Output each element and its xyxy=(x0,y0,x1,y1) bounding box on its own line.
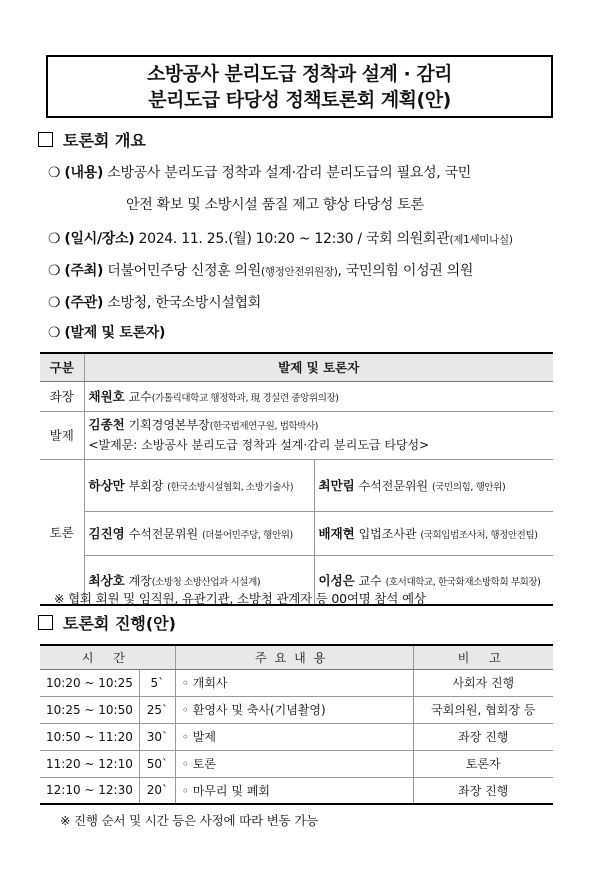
person-name: 최만림 xyxy=(318,478,355,493)
title-line-1: 소방공사 분리도급 정착과 설계 · 감리 xyxy=(146,62,453,85)
person-affiliation: (소방청 소방산업과 시설계) xyxy=(151,576,261,588)
panel-cell xyxy=(84,511,314,555)
presenter-cell xyxy=(84,411,553,459)
overview-datetime xyxy=(48,228,513,248)
duration-cell: 25` xyxy=(139,696,175,723)
header-time: 시 간 xyxy=(40,645,175,669)
duration-cell: 50` xyxy=(139,750,175,777)
time-cell: 11:20 ~ 12:10 xyxy=(40,750,139,777)
table-row xyxy=(40,459,553,511)
table-row xyxy=(40,511,553,555)
person-title: 수석전문위원 xyxy=(358,479,429,493)
person-name: 하상만 xyxy=(88,478,125,493)
attendance-note: ※ 협회 회원 및 임직원, 유관기관, 소방청 관계자 등 00여명 참석 예상 xyxy=(54,591,426,606)
remark-cell: 좌장 진행 xyxy=(413,723,553,750)
table-row xyxy=(40,381,553,411)
bullet-label: (일시/장소) xyxy=(64,231,135,247)
overview-speakers xyxy=(48,322,165,342)
table-row xyxy=(40,411,553,459)
person-name: 김진영 xyxy=(88,526,125,541)
bullet-label: (발제 및 토론자) xyxy=(64,325,166,341)
header-speakers: 발제 및 토론자 xyxy=(84,353,553,381)
header-content: 주요내용 xyxy=(175,645,413,669)
role-presenter: 발제 xyxy=(40,411,84,459)
overview-organizer xyxy=(48,292,261,312)
bullet-text: 소방청, 한국소방시설협회 xyxy=(107,295,261,311)
overview-host xyxy=(48,260,473,280)
bullet-text: 소방공사 분리도급 정착과 설계·감리 분리도급의 필요성, 국민 xyxy=(107,165,472,181)
bullet-note: (행정안전위원장) xyxy=(261,266,338,278)
panel-cell xyxy=(314,511,553,555)
duration-cell: 30` xyxy=(139,723,175,750)
chair-cell xyxy=(84,381,553,411)
remark-cell: 좌장 진행 xyxy=(413,777,553,804)
person-title: 수석전문위원 xyxy=(128,527,199,541)
section-title: 토론회 진행(안) xyxy=(63,614,176,633)
bullet-text: 더불어민주당 신정훈 의원 xyxy=(107,263,261,279)
bullet-note: (제1세미나실) xyxy=(449,234,513,246)
section-overview-heading xyxy=(38,128,146,151)
content-cell: ◦ 개회사 xyxy=(175,669,413,696)
circle-bullet-icon: ❍ xyxy=(48,295,61,311)
table-row xyxy=(40,750,553,777)
content-cell: ◦ 발제 xyxy=(175,723,413,750)
content-cell: ◦ 마무리 및 폐회 xyxy=(175,777,413,804)
person-title: 교수 xyxy=(358,573,382,588)
table-row xyxy=(40,696,553,723)
person-affiliation: (가톨릭대학교 행정학과, 現 경실련 중앙위의장) xyxy=(151,393,339,404)
time-cell: 10:50 ~ 11:20 xyxy=(40,723,139,750)
checkbox-square-icon xyxy=(38,132,53,147)
schedule-table xyxy=(40,644,553,805)
person-title: 교수 xyxy=(128,390,152,404)
role-chair: 좌장 xyxy=(40,381,84,411)
bullet-text: 2024. 11. 25.(월) 10:20 ~ 12:30 / 국회 의원회관 xyxy=(138,231,450,247)
person-name: 채원호 xyxy=(88,389,125,404)
person-affiliation: (호서대학교, 한국화재소방학회 부회장) xyxy=(385,576,541,588)
person-name: 이성은 xyxy=(318,572,355,588)
speaker-table xyxy=(40,352,553,606)
person-affiliation: (한국소방시설협회, 소방기술사) xyxy=(167,482,294,493)
person-title: 부회장 xyxy=(128,479,164,493)
panel-cell xyxy=(314,459,553,511)
circle-bullet-icon: ❍ xyxy=(48,231,61,247)
circle-bullet-icon: ❍ xyxy=(48,263,61,279)
person-title: 계장 xyxy=(128,573,152,588)
overview-content-cont: 안전 확보 및 소방시설 품질 제고 향상 타당성 토론 xyxy=(126,197,424,213)
checkbox-square-icon xyxy=(38,615,53,630)
time-cell: 10:20 ~ 10:25 xyxy=(40,669,139,696)
role-panel: 토론 xyxy=(40,459,84,605)
time-cell: 12:10 ~ 12:30 xyxy=(40,777,139,804)
remark-cell: 사회자 진행 xyxy=(413,669,553,696)
bullet-text-2: , 국민의힘 이성권 의원 xyxy=(337,263,474,279)
person-affiliation: (국회입법조사처, 행정안전팀) xyxy=(420,530,538,541)
circle-bullet-icon: ❍ xyxy=(48,165,61,181)
person-name: 배재현 xyxy=(318,526,355,541)
header-category: 구분 xyxy=(40,353,84,381)
person-name: 최상호 xyxy=(88,572,125,588)
overview-content xyxy=(48,162,471,182)
person-title: 입법조사관 xyxy=(358,527,417,541)
bullet-label: (주관) xyxy=(64,295,104,311)
bullet-label: (내용) xyxy=(64,165,104,181)
table-header-row xyxy=(40,645,553,669)
person-affiliation: (국민의힘, 행안위) xyxy=(431,482,506,493)
title-line-2: 분리도급 타당성 정책토론회 계획(안) xyxy=(148,88,451,111)
schedule-note: ※ 진행 순서 및 시간 등은 사정에 따라 변동 가능 xyxy=(60,813,318,828)
remark-cell: 토론자 xyxy=(413,750,553,777)
header-remark: 비 고 xyxy=(413,645,553,669)
section-title: 토론회 개요 xyxy=(63,131,146,150)
panel-cell xyxy=(84,459,314,511)
bullet-label: (주최) xyxy=(64,263,104,279)
content-cell: ◦ 환영사 및 축사(기념촬영) xyxy=(175,696,413,723)
title-box xyxy=(46,55,553,118)
person-affiliation: (한국법제연구원, 법학박사) xyxy=(209,421,319,432)
content-cell: ◦ 토론 xyxy=(175,750,413,777)
person-name: 김종천 xyxy=(88,417,125,432)
duration-cell: 5` xyxy=(139,669,175,696)
circle-bullet-icon: ❍ xyxy=(48,325,61,341)
duration-cell: 20` xyxy=(139,777,175,804)
person-title: 기획경영본부장 xyxy=(128,418,210,432)
presentation-topic: <발제문: 소방공사 분리도급 정착과 설계·감리 분리도급 타당성> xyxy=(88,438,430,452)
section-schedule-heading xyxy=(38,611,176,634)
time-cell: 10:25 ~ 10:50 xyxy=(40,696,139,723)
table-row xyxy=(40,723,553,750)
table-row xyxy=(40,777,553,804)
person-affiliation: (더불어민주당, 행안위) xyxy=(201,530,293,541)
table-row xyxy=(40,669,553,696)
remark-cell: 국회의원, 협회장 등 xyxy=(413,696,553,723)
table-header-row xyxy=(40,353,553,381)
